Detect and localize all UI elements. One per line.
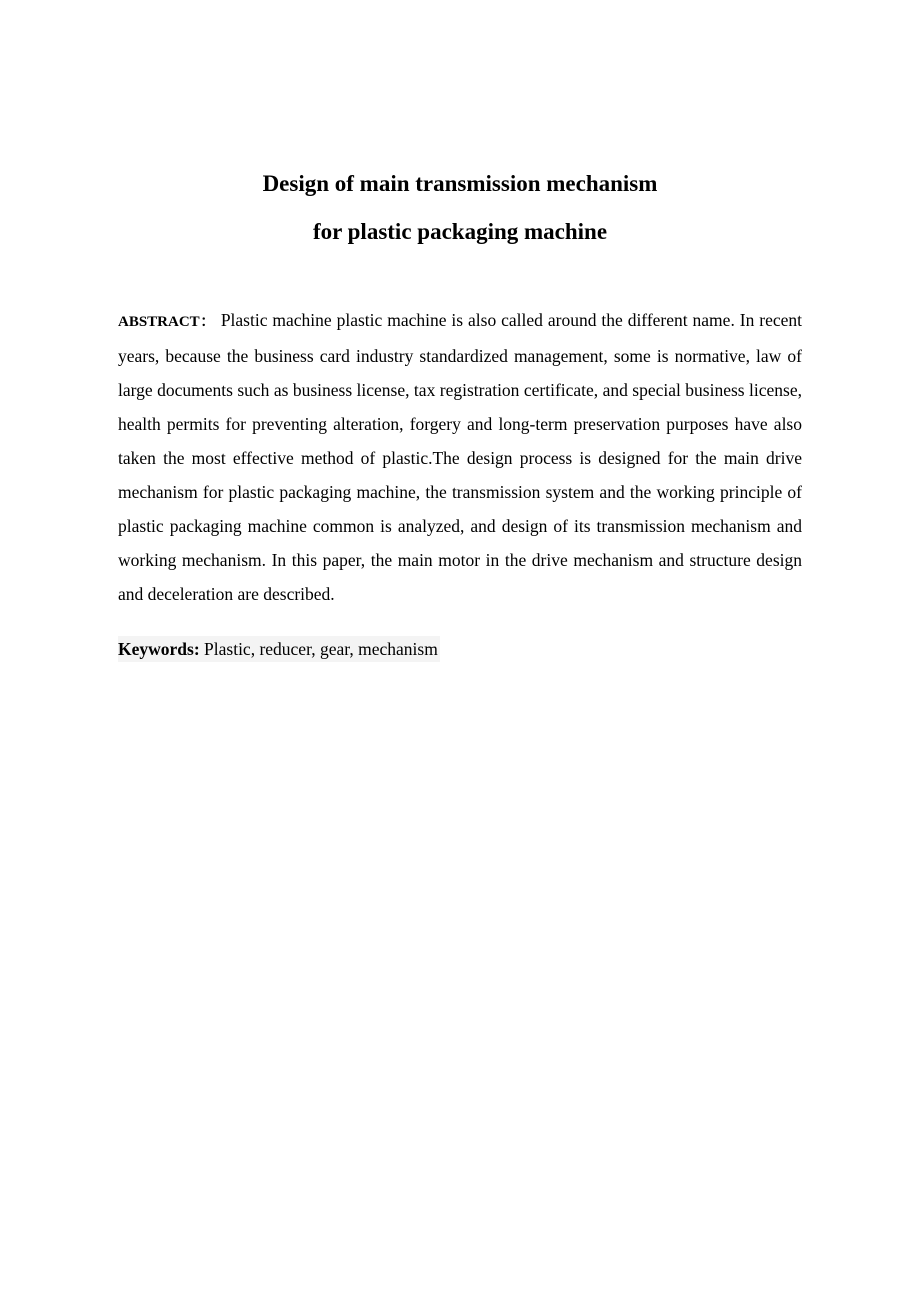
abstract-separator: ：	[199, 314, 216, 330]
keywords-line	[118, 636, 440, 662]
abstract-text: Plastic machine plastic machine is also called around the different name. In recent years, because the business card industry standardized management, some is normative, law of large documents such as business license, tax registration certificate, and special business license, health permits for preventing alteration, forgery and long-term preservation purposes have also taken the most effective method of plastic.The design process is designed for the main drive mechanism for plastic packaging machine, the transmission system and the working principle of plastic packaging machine common is analyzed, and design of its transmission mechanism and working mechanism. In this paper, the main motor in the drive mechanism and structure design and deceleration are described.	[118, 310, 802, 604]
keywords-text: Plastic, reducer, gear, mechanism	[204, 639, 438, 659]
keywords-label: Keywords:	[118, 639, 200, 659]
paper-title	[0, 160, 920, 256]
title-line-1: Design of main transmission mechanism	[262, 171, 658, 196]
title-line-2: for plastic packaging machine	[312, 219, 608, 244]
abstract-label: ABSTRACT	[118, 314, 200, 330]
abstract-paragraph	[118, 303, 802, 611]
